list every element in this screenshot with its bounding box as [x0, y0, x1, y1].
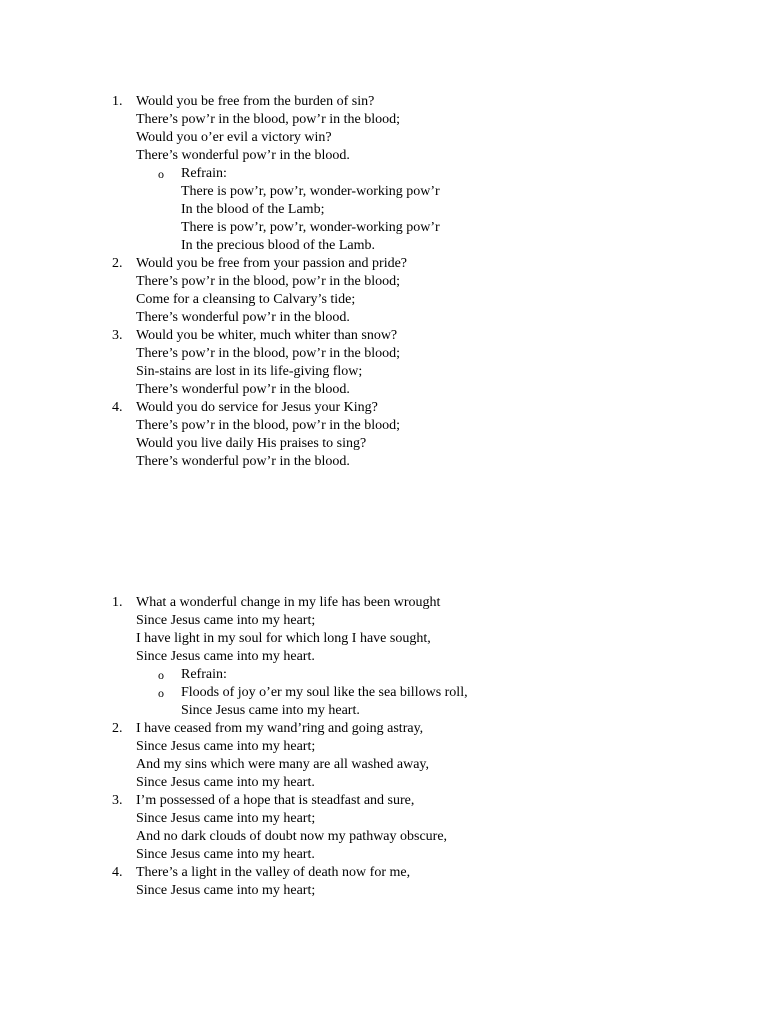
refrain-line: There is pow’r, pow’r, wonder-working pow’r [181, 184, 440, 199]
refrain-line: Since Jesus came into my heart. [181, 703, 360, 718]
verse-number: 2. [112, 256, 123, 271]
verse-line: Would you do service for Jesus your King? [136, 400, 378, 415]
verse-number: 2. [112, 721, 123, 736]
verse-line: Since Jesus came into my heart. [136, 775, 315, 790]
verse-line: And no dark clouds of doubt now my pathway obscure, [136, 829, 448, 844]
verse-line: Since Jesus came into my heart. [136, 847, 315, 862]
verse-line: And my sins which were many are all washed away, [136, 757, 430, 772]
verse-line: Would you be free from the burden of sin? [136, 94, 375, 109]
verse-line: Would you be whiter, much whiter than snow? [136, 328, 398, 343]
refrain-heading: Refrain: [181, 667, 227, 682]
verse-line: I’m possessed of a hope that is steadfast and sure, [136, 793, 415, 808]
verse-number: 1. [112, 595, 123, 610]
refrain-line: There is pow’r, pow’r, wonder-working pow’r [181, 220, 440, 235]
verse-line: Since Jesus came into my heart; [136, 811, 316, 826]
verse-line: Would you be free from your passion and pride? [136, 256, 408, 271]
refrain-line: Floods of joy o’er my soul like the sea billows roll, [181, 685, 468, 700]
verse-number: 3. [112, 793, 123, 808]
verse-line: I have ceased from my wand’ring and going astray, [136, 721, 424, 736]
verse-line: There’s wonderful pow’r in the blood. [136, 310, 350, 325]
verse-line: What a wonderful change in my life has been wrought [136, 595, 441, 610]
verse-line: There’s pow’r in the blood, pow’r in the blood; [136, 418, 401, 433]
verse-line: There’s pow’r in the blood, pow’r in the blood; [136, 346, 401, 361]
verse-number: 4. [112, 400, 123, 415]
verse-line: Sin-stains are lost in its life-giving flow; [136, 364, 363, 379]
verse-number: 4. [112, 865, 123, 880]
verse-number: 3. [112, 328, 123, 343]
verse-line: Come for a cleansing to Calvary’s tide; [136, 292, 356, 307]
refrain-line: In the blood of the Lamb; [181, 202, 325, 217]
verse-line: Since Jesus came into my heart; [136, 739, 316, 754]
bullet-icon: o [158, 686, 164, 700]
verse-number: 1. [112, 94, 123, 109]
refrain-heading: Refrain: [181, 166, 227, 181]
verse-line: There’s wonderful pow’r in the blood. [136, 148, 350, 163]
verse-line: Since Jesus came into my heart. [136, 649, 315, 664]
verse-line: There’s pow’r in the blood, pow’r in the blood; [136, 112, 401, 127]
verse-line: There’s wonderful pow’r in the blood. [136, 382, 350, 397]
verse-line: There’s a light in the valley of death now for me, [136, 865, 411, 880]
verse-line: Would you live daily His praises to sing? [136, 436, 367, 451]
verse-line: Since Jesus came into my heart; [136, 883, 316, 898]
bullet-icon: o [158, 167, 164, 181]
refrain-line: In the precious blood of the Lamb. [181, 238, 376, 253]
verse-line: Would you o’er evil a victory win? [136, 130, 332, 145]
verse-line: Since Jesus came into my heart; [136, 613, 316, 628]
verse-line: There’s wonderful pow’r in the blood. [136, 454, 350, 469]
bullet-icon: o [158, 668, 164, 682]
verse-line: There’s pow’r in the blood, pow’r in the blood; [136, 274, 401, 289]
verse-line: I have light in my soul for which long I have sought, [136, 631, 431, 646]
